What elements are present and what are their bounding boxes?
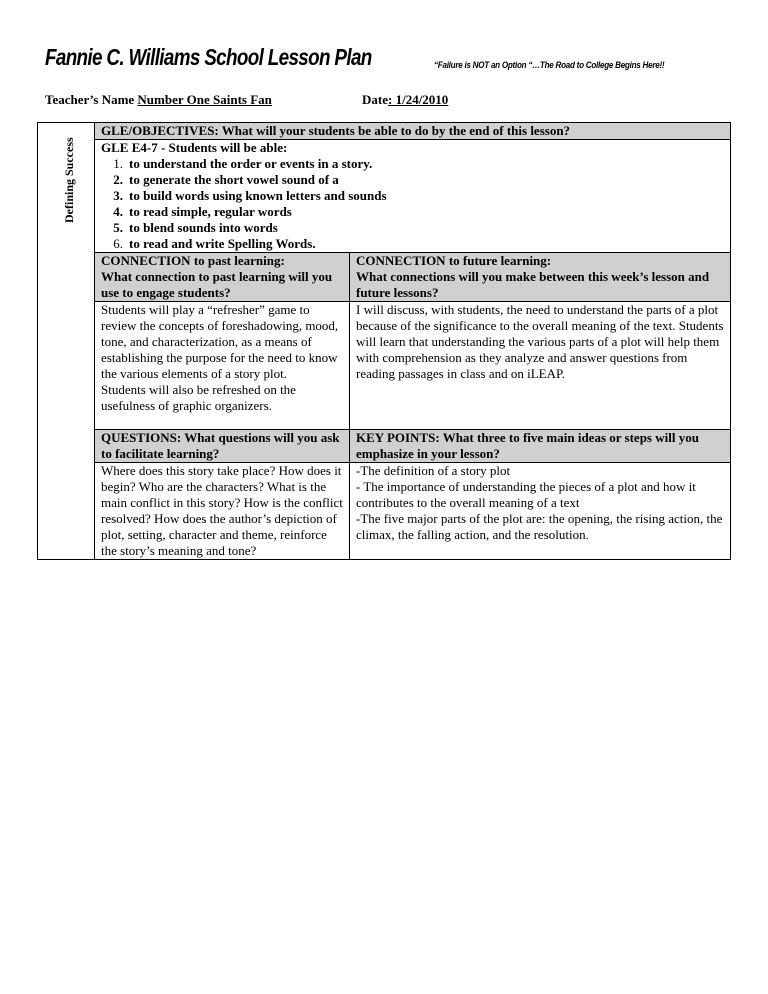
objective-item: 4. to read simple, regular words bbox=[113, 204, 292, 219]
defining-success-label: Defining Success bbox=[62, 137, 76, 223]
connection-future-body: I will discuss, with students, the need to understand the parts of a plot because of the significance to the overall meaning of the text. Students will learn that understanding the various parts of a plot will help them with comprehension as they analyze and answer questions from reading passages in class and on iLEAP. bbox=[350, 302, 731, 430]
date-row bbox=[362, 92, 448, 108]
gle-intro: GLE E4-7 - Students will be able: bbox=[101, 140, 288, 155]
date-label: Date bbox=[362, 92, 388, 107]
objective-item: 6. to read and write Spelling Words. bbox=[113, 236, 316, 251]
side-column bbox=[38, 123, 95, 560]
connection-past-heading: CONNECTION to past learning: What connection to past learning will you use to engage students? bbox=[95, 253, 350, 302]
connection-past-body: Students will play a “refresher” game to review the concepts of foreshadowing, mood, tone, and characterization, as a means of establishing the purpose for the need to know the various elements of a story plot. Students will also be refreshed on the usefulness of graphic organizers. bbox=[95, 302, 350, 430]
objective-item: 5. to blend sounds into words bbox=[113, 220, 278, 235]
key-points-heading bbox=[350, 430, 731, 463]
objectives-list bbox=[101, 156, 724, 252]
teacher-name-label: Teacher’s Name bbox=[45, 92, 135, 107]
key-points-heading-bold: KEY POINTS bbox=[356, 430, 436, 445]
questions-heading: QUESTIONS: What questions will you ask to facilitate learning? bbox=[95, 430, 350, 463]
objectives-body bbox=[95, 140, 731, 253]
connection-future-heading: CONNECTION to future learning: What connections will you make between this week’s lesson and future lessons? bbox=[350, 253, 731, 302]
objective-item: 1. to understand the order or events in a story. bbox=[113, 156, 373, 171]
objectives-heading: GLE/OBJECTIVES: What will your students be able to do by the end of this lesson? bbox=[95, 123, 731, 140]
teacher-name-row bbox=[45, 92, 272, 108]
teacher-name-value: Number One Saints Fan bbox=[137, 92, 272, 107]
lesson-plan-table bbox=[37, 122, 731, 560]
key-points-heading-rest: : What three to five main ideas or steps will you emphasize in your lesson? bbox=[356, 430, 699, 461]
objective-item: 2. to generate the short vowel sound of a bbox=[113, 172, 339, 187]
questions-body: Where does this story take place? How does it begin? Who are the characters? What is the main conflict in this story? How is the conflict resolved? How does the author’s depiction of plot, setting, character and theme, reinforce the story’s meaning and tone? bbox=[95, 463, 350, 560]
document-title: Fannie C. Williams School Lesson Plan bbox=[45, 44, 372, 70]
key-points-body: -The definition of a story plot - The importance of understanding the pieces of a plot and how it contributes to the overall meaning of a text -The five major parts of the plot are: the opening, the rising action, the climax, the falling action, and the resolution. bbox=[350, 463, 731, 560]
date-value: : 1/24/2010 bbox=[388, 92, 449, 107]
school-motto: “Failure is NOT an Option “…The Road to College Begins Here!! bbox=[434, 60, 665, 71]
objective-item: 3. to build words using known letters and sounds bbox=[113, 188, 387, 203]
